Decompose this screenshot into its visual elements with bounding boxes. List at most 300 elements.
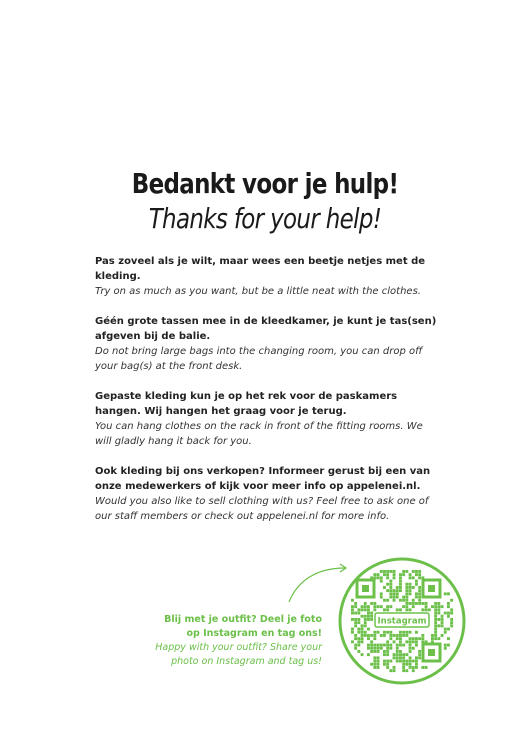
qr-module	[393, 656, 396, 659]
instruction-dutch: Pas zoveel als je wilt, maar wees een beetje netjes met de kleding.	[95, 256, 426, 282]
qr-module	[396, 660, 399, 663]
qr-module	[418, 637, 421, 640]
qr-module	[405, 586, 408, 589]
qr-module	[447, 592, 450, 595]
qr-module	[354, 612, 357, 615]
qr-module	[450, 599, 453, 602]
qr-module	[370, 640, 373, 643]
instruction-english: You can hang clothes on the rack in front of the fitting rooms. We will gladly hang it back for you.	[95, 421, 423, 447]
qr-module	[373, 605, 376, 608]
qr-module	[415, 592, 418, 595]
qr-module	[377, 576, 380, 579]
qr-module	[402, 605, 405, 608]
title-english: Thanks for your help!	[148, 202, 382, 235]
qr-module	[373, 634, 376, 637]
qr-module	[402, 631, 405, 634]
qr-module	[373, 656, 376, 659]
qr-module	[383, 631, 386, 634]
qr-module	[405, 589, 408, 592]
qr-module	[425, 605, 428, 608]
qr-module	[351, 640, 354, 643]
qr-module	[361, 628, 364, 631]
qr-module	[418, 599, 421, 602]
qr-module	[409, 660, 412, 663]
qr-module	[405, 583, 408, 586]
qr-module	[399, 580, 402, 583]
qr-module	[399, 634, 402, 637]
qr-module	[367, 608, 370, 611]
qr-module	[441, 605, 444, 608]
qr-module	[412, 637, 415, 640]
title-dutch: Bedankt voor je hulp!	[131, 167, 399, 200]
qr-module	[354, 624, 357, 627]
qr-module	[393, 570, 396, 573]
qr-module	[441, 624, 444, 627]
qr-module	[389, 583, 392, 586]
qr-module	[396, 653, 399, 656]
qr-module	[389, 647, 392, 650]
qr-module	[447, 628, 450, 631]
qr-module	[409, 631, 412, 634]
qr-module	[444, 592, 447, 595]
qr-module	[373, 647, 376, 650]
qr-module	[447, 637, 450, 640]
qr-module	[399, 589, 402, 592]
qr-module	[389, 592, 392, 595]
qr-module	[418, 602, 421, 605]
qr-module	[434, 634, 437, 637]
qr-module	[399, 599, 402, 602]
qr-module	[386, 570, 389, 573]
qr-module	[389, 631, 392, 634]
qr-module	[437, 637, 440, 640]
qr-module	[393, 640, 396, 643]
qr-module	[361, 615, 364, 618]
qr-module	[364, 634, 367, 637]
qr-module	[367, 605, 370, 608]
instruction-rack	[95, 389, 440, 449]
qr-module	[402, 644, 405, 647]
qr-module	[386, 650, 389, 653]
qr-module	[373, 666, 376, 669]
qr-module	[412, 647, 415, 650]
qr-module	[434, 602, 437, 605]
qr-module	[393, 634, 396, 637]
qr-module	[409, 666, 412, 669]
qr-module	[373, 608, 376, 611]
qr-module	[389, 669, 392, 672]
qr-module	[389, 596, 392, 599]
qr-module	[386, 647, 389, 650]
qr-module	[412, 666, 415, 669]
instruction-tryon	[95, 254, 440, 299]
instruction-english: Do not bring large bags into the changing room, you can drop off your bag(s) at the front desk.	[95, 346, 423, 372]
title-block	[0, 166, 530, 236]
qr-module	[377, 644, 380, 647]
qr-module	[425, 666, 428, 669]
qr-module	[389, 660, 392, 663]
qr-module	[367, 653, 370, 656]
qr-module	[437, 602, 440, 605]
qr-module	[389, 644, 392, 647]
qr-module	[396, 608, 399, 611]
qr-module	[399, 650, 402, 653]
qr-module	[357, 608, 360, 611]
qr-module	[377, 663, 380, 666]
qr-module	[383, 663, 386, 666]
qr-module	[367, 644, 370, 647]
qr-module	[380, 647, 383, 650]
qr-module	[409, 650, 412, 653]
qr-module	[383, 599, 386, 602]
qr-module	[418, 650, 421, 653]
qr-module	[361, 640, 364, 643]
qr-module	[415, 656, 418, 659]
instruction-english: Would you also like to sell clothing with us? Feel free to ask one of our staff members or check out appelenei.nl for more info.	[95, 496, 429, 522]
qr-module	[383, 586, 386, 589]
qr-module	[351, 618, 354, 621]
qr-module	[386, 576, 389, 579]
qr-module	[405, 631, 408, 634]
qr-module	[389, 586, 392, 589]
qr-module	[380, 596, 383, 599]
qr-module	[354, 605, 357, 608]
qr-module	[354, 602, 357, 605]
qr-module	[434, 628, 437, 631]
qr-module	[431, 605, 434, 608]
qr-module	[367, 612, 370, 615]
instruction-dutch: Ook kleding bij ons verkopen? Informeer gerust bij een van onze medewerkers of kijk voor meer info op appelenei.nl.	[95, 466, 431, 492]
qr-module	[377, 660, 380, 663]
qr-module	[364, 605, 367, 608]
qr-module	[370, 644, 373, 647]
qr-module	[351, 605, 354, 608]
qr-module	[367, 628, 370, 631]
qr-module	[351, 599, 354, 602]
qr-module	[396, 644, 399, 647]
qr-module	[431, 634, 434, 637]
qr-module	[405, 640, 408, 643]
qr-module	[393, 653, 396, 656]
qr-module	[399, 637, 402, 640]
qr-module	[434, 605, 437, 608]
qr-module	[386, 583, 389, 586]
qr-module	[444, 644, 447, 647]
qr-module	[441, 618, 444, 621]
qr-module	[380, 576, 383, 579]
qr-module	[437, 605, 440, 608]
qr-module	[386, 653, 389, 656]
qr-module	[393, 592, 396, 595]
qr-module	[405, 608, 408, 611]
qr-module	[450, 618, 453, 621]
qr-module	[402, 570, 405, 573]
qr-module	[367, 637, 370, 640]
qr-module	[377, 650, 380, 653]
qr-module	[389, 637, 392, 640]
qr-module	[351, 631, 354, 634]
qr-module	[434, 618, 437, 621]
qr-module	[383, 650, 386, 653]
qr-module	[373, 644, 376, 647]
qr-module	[418, 653, 421, 656]
qr-module	[447, 612, 450, 615]
qr-module	[409, 576, 412, 579]
qr-module	[405, 592, 408, 595]
qr-module	[386, 608, 389, 611]
qr-module	[450, 612, 453, 615]
instructions	[95, 254, 440, 539]
qr-module	[412, 605, 415, 608]
qr-module	[421, 602, 424, 605]
qr-module	[409, 589, 412, 592]
qr-module	[421, 608, 424, 611]
qr-module	[361, 608, 364, 611]
qr-module	[402, 634, 405, 637]
qr-module	[444, 647, 447, 650]
qr-module	[437, 612, 440, 615]
qr-module	[415, 637, 418, 640]
qr-module	[380, 634, 383, 637]
qr-module	[357, 650, 360, 653]
qr-module	[444, 612, 447, 615]
qr-module	[418, 586, 421, 589]
qr-module	[402, 653, 405, 656]
qr-module	[412, 570, 415, 573]
qr-module	[370, 634, 373, 637]
qr-module	[441, 615, 444, 618]
qr-module	[383, 660, 386, 663]
qr-module	[370, 612, 373, 615]
qr-module	[396, 589, 399, 592]
qr-module	[412, 669, 415, 672]
instruction-dutch: Géén grote tassen mee in de kleedkamer, je kunt je tas(sen) afgeven bij de balie.	[95, 316, 437, 342]
qr-module	[415, 663, 418, 666]
qr-module	[396, 656, 399, 659]
qr-module	[364, 602, 367, 605]
qr-module	[386, 599, 389, 602]
qr-module	[351, 628, 354, 631]
qr-module	[396, 650, 399, 653]
qr-module	[370, 615, 373, 618]
qr-module	[444, 631, 447, 634]
qr-module	[405, 634, 408, 637]
qr-module	[383, 570, 386, 573]
qr-module	[412, 640, 415, 643]
qr-module	[409, 644, 412, 647]
qr-module	[351, 612, 354, 615]
qr-module	[364, 618, 367, 621]
qr-module	[450, 608, 453, 611]
qr-module	[361, 605, 364, 608]
qr-module	[409, 602, 412, 605]
qr-module	[386, 666, 389, 669]
qr-module	[415, 580, 418, 583]
qr-module	[383, 573, 386, 576]
qr-module	[434, 624, 437, 627]
qr-module	[418, 576, 421, 579]
qr-module	[396, 586, 399, 589]
qr-module	[399, 656, 402, 659]
qr-module	[450, 624, 453, 627]
qr-module	[367, 634, 370, 637]
qr-module	[383, 608, 386, 611]
qr-module	[434, 621, 437, 624]
qr-module	[377, 573, 380, 576]
qr-module	[405, 570, 408, 573]
qr-module	[357, 612, 360, 615]
qr-module	[364, 608, 367, 611]
qr-module	[386, 640, 389, 643]
qr-module	[399, 631, 402, 634]
qr-module	[373, 650, 376, 653]
qr-module	[389, 570, 392, 573]
qr-module	[396, 647, 399, 650]
qr-module	[377, 666, 380, 669]
qr-module	[409, 647, 412, 650]
qr-module	[415, 666, 418, 669]
qr-module	[393, 589, 396, 592]
qr-module	[402, 663, 405, 666]
qr-module	[399, 653, 402, 656]
qr-module	[421, 634, 424, 637]
qr-module	[415, 631, 418, 634]
qr-module	[447, 602, 450, 605]
instruction-bags	[95, 314, 440, 374]
qr-module	[405, 653, 408, 656]
qr-module	[421, 666, 424, 669]
promo-english: Happy with your outfit? Share your photo on Instagram and tag us!	[155, 642, 322, 667]
qr-module	[354, 618, 357, 621]
qr-module	[409, 608, 412, 611]
qr-module	[393, 573, 396, 576]
qr-module	[386, 605, 389, 608]
qr-module	[402, 656, 405, 659]
qr-module	[405, 602, 408, 605]
qr-module	[370, 618, 373, 621]
qr-module	[354, 621, 357, 624]
qr-module	[434, 637, 437, 640]
qr-module	[380, 592, 383, 595]
qr-module	[412, 660, 415, 663]
qr-module	[373, 637, 376, 640]
qr-module	[386, 573, 389, 576]
qr-module	[396, 592, 399, 595]
qr-module	[415, 596, 418, 599]
qr-module	[380, 570, 383, 573]
qr-module	[380, 644, 383, 647]
qr-module	[383, 653, 386, 656]
qr-module	[357, 628, 360, 631]
qr-module	[405, 599, 408, 602]
qr-module	[402, 599, 405, 602]
qr-module	[396, 637, 399, 640]
qr-module	[399, 583, 402, 586]
qr-module	[402, 573, 405, 576]
qr-module	[447, 615, 450, 618]
qr-module	[370, 663, 373, 666]
qr-module	[409, 656, 412, 659]
qr-module	[402, 596, 405, 599]
qr-module	[361, 634, 364, 637]
qr-module	[402, 660, 405, 663]
qr-module	[437, 624, 440, 627]
qr-module	[351, 608, 354, 611]
qr-module	[389, 605, 392, 608]
qr-module	[396, 596, 399, 599]
qr-module	[415, 573, 418, 576]
qr-module	[389, 634, 392, 637]
qr-module	[399, 608, 402, 611]
qr-module	[399, 660, 402, 663]
qr-module	[386, 660, 389, 663]
qr-module	[412, 599, 415, 602]
qr-module	[450, 621, 453, 624]
qr-module	[409, 663, 412, 666]
qr-module	[402, 666, 405, 669]
qr-module	[380, 605, 383, 608]
qr-module	[370, 602, 373, 605]
qr-module	[418, 592, 421, 595]
qr-module	[447, 605, 450, 608]
qr-module	[364, 624, 367, 627]
qr-module	[418, 596, 421, 599]
qr-label: Instagram	[377, 616, 427, 627]
qr-module	[364, 615, 367, 618]
qr-module	[415, 644, 418, 647]
qr-module	[415, 640, 418, 643]
qr-module	[409, 573, 412, 576]
qr-module	[441, 621, 444, 624]
qr-module	[412, 586, 415, 589]
qr-module	[357, 621, 360, 624]
qr-module	[380, 580, 383, 583]
qr-module	[377, 647, 380, 650]
qr-module	[357, 631, 360, 634]
instruction-english: Try on as much as you want, but be a little neat with the clothes.	[95, 286, 421, 297]
qr-module	[402, 669, 405, 672]
qr-module	[415, 602, 418, 605]
qr-module	[364, 631, 367, 634]
qr-module	[389, 580, 392, 583]
qr-module	[361, 653, 364, 656]
qr-module	[412, 602, 415, 605]
qr-module	[409, 586, 412, 589]
qr-code-icon	[337, 556, 467, 686]
qr-module	[418, 573, 421, 576]
instruction-sell	[95, 464, 440, 524]
qr-module	[383, 634, 386, 637]
qr-module	[383, 644, 386, 647]
qr-module	[361, 624, 364, 627]
qr-module	[405, 669, 408, 672]
instagram-qr-code[interactable]	[337, 556, 467, 686]
qr-module	[370, 647, 373, 650]
qr-module	[373, 631, 376, 634]
qr-module	[434, 615, 437, 618]
qr-module	[415, 570, 418, 573]
qr-module	[434, 631, 437, 634]
qr-module	[405, 663, 408, 666]
qr-module	[425, 608, 428, 611]
qr-module	[434, 608, 437, 611]
qr-module	[409, 640, 412, 643]
qr-module	[386, 644, 389, 647]
qr-module	[393, 669, 396, 672]
qr-module	[386, 631, 389, 634]
qr-module	[405, 605, 408, 608]
qr-module	[405, 596, 408, 599]
